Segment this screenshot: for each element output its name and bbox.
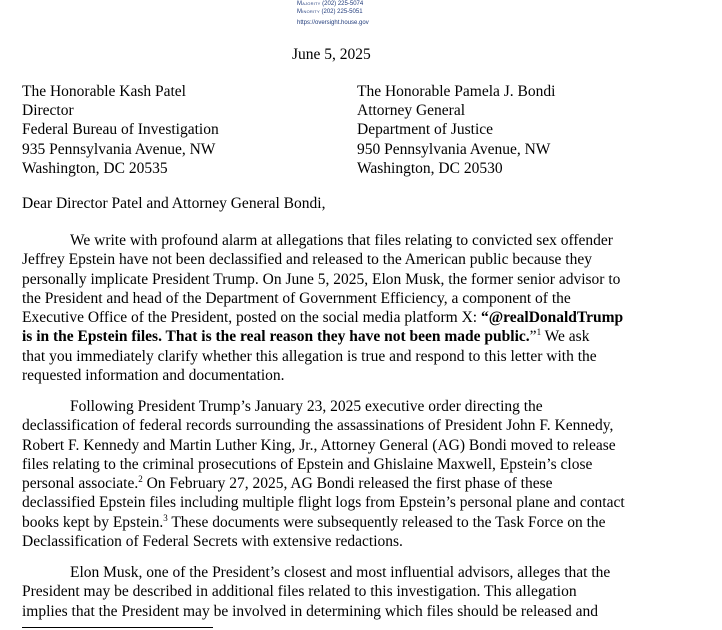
recipient-address-bondi: [357, 82, 555, 178]
salutation: Dear Director Patel and Attorney General Bondi,: [22, 195, 326, 212]
text-line: [22, 308, 654, 327]
recipient-org: Department of Justice: [357, 121, 494, 139]
recipient-street: 935 Pennsylvania Avenue, NW: [22, 140, 216, 158]
closing-quote: ”: [529, 328, 537, 346]
text-line: President may be described in additional files related to this investigation. This allegation: [22, 583, 577, 601]
recipient-org: Federal Bureau of Investigation: [22, 121, 219, 139]
text-line: [22, 327, 654, 346]
text-line: implies that the President may be involved in determining which files should be released and: [22, 602, 598, 620]
text-line: Jeffrey Epstein have not been declassified and released to the American public because they: [22, 251, 592, 269]
text-segment: These documents were subsequently released to the Task Force on the: [167, 513, 606, 531]
text-line: requested information and documentation.: [22, 367, 285, 385]
text-segment: Executive Office of the President, posted on the social media platform X:: [22, 309, 481, 327]
footnote-ref-1[interactable]: 1: [536, 327, 542, 338]
body-paragraph-2: [22, 397, 654, 551]
majority-phone-line: [297, 1, 369, 9]
recipient-street: 950 Pennsylvania Avenue, NW: [357, 140, 551, 158]
footnote-ref-2[interactable]: 2: [138, 474, 143, 485]
text-line: Declassification of Federal Secrets with extensive redactions.: [22, 533, 403, 551]
minority-phone-line: [297, 9, 369, 17]
footnote-ref-3[interactable]: 3: [163, 512, 168, 523]
majority-label: Majority: [297, 1, 321, 7]
body-paragraph-3: [22, 563, 654, 621]
website-link[interactable]: https://oversight.house.gov: [297, 20, 369, 26]
recipient-name: The Honorable Kash Patel: [22, 83, 186, 100]
text-segment: books kept by Epstein.: [22, 513, 164, 531]
text-line: personally implicate President Trump. On June 5, 2025, Elon Musk, the former senior advisor to: [22, 270, 621, 288]
text-line: [22, 474, 654, 493]
text-segment: We ask: [541, 328, 590, 346]
letter-date: June 5, 2025: [292, 46, 371, 63]
text-line: Following President Trump’s January 23, 2025 executive order directing the: [70, 398, 543, 415]
recipient-city: Washington, DC 20535: [22, 159, 168, 177]
musk-quote-end: is in the Epstein files. That is the real reason they have not been made public.: [22, 328, 530, 346]
text-line: Elon Musk, one of the President’s closest and most influential advisors, alleges that the: [70, 564, 611, 581]
body-paragraph-1: [22, 231, 654, 385]
text-line: the President and head of the Department of Government Efficiency, a component of the: [22, 289, 571, 307]
text-line: files relating to the criminal prosecutions of Epstein and Ghislaine Maxwell, Epstein’s close: [22, 455, 593, 473]
text-line: declassification of federal records surrounding the assassinations of President John F. Kennedy,: [22, 417, 614, 435]
text-segment: On February 27, 2025, AG Bondi released the first phase of these: [142, 475, 553, 493]
letterhead-contact: [297, 1, 369, 28]
text-line: Robert F. Kennedy and Martin Luther King, Jr., Attorney General (AG) Bondi moved to release: [22, 436, 616, 454]
minority-phone: (202) 225-5051: [321, 8, 363, 15]
text-line: declassified Epstein files including multiple flight logs from Epstein’s personal plane and contact: [22, 494, 625, 512]
recipient-title: Attorney General: [357, 102, 466, 120]
footnote-separator: [22, 627, 213, 628]
majority-phone: (202) 225-5074: [322, 1, 364, 7]
minority-label: Minority: [297, 8, 320, 15]
text-line: We write with profound alarm at allegations that files relating to convicted sex offender: [70, 232, 613, 249]
text-line: that you immediately clarify whether this allegation is true and respond to this letter with the: [22, 347, 597, 365]
recipient-name: The Honorable Pamela J. Bondi: [357, 83, 556, 100]
recipient-address-patel: [22, 82, 219, 178]
musk-quote-start: “@realDonaldTrump: [480, 309, 624, 327]
recipient-city: Washington, DC 20530: [357, 159, 503, 177]
recipient-title: Director: [22, 102, 74, 120]
text-segment: personal associate.: [22, 475, 139, 493]
text-line: [22, 513, 654, 532]
